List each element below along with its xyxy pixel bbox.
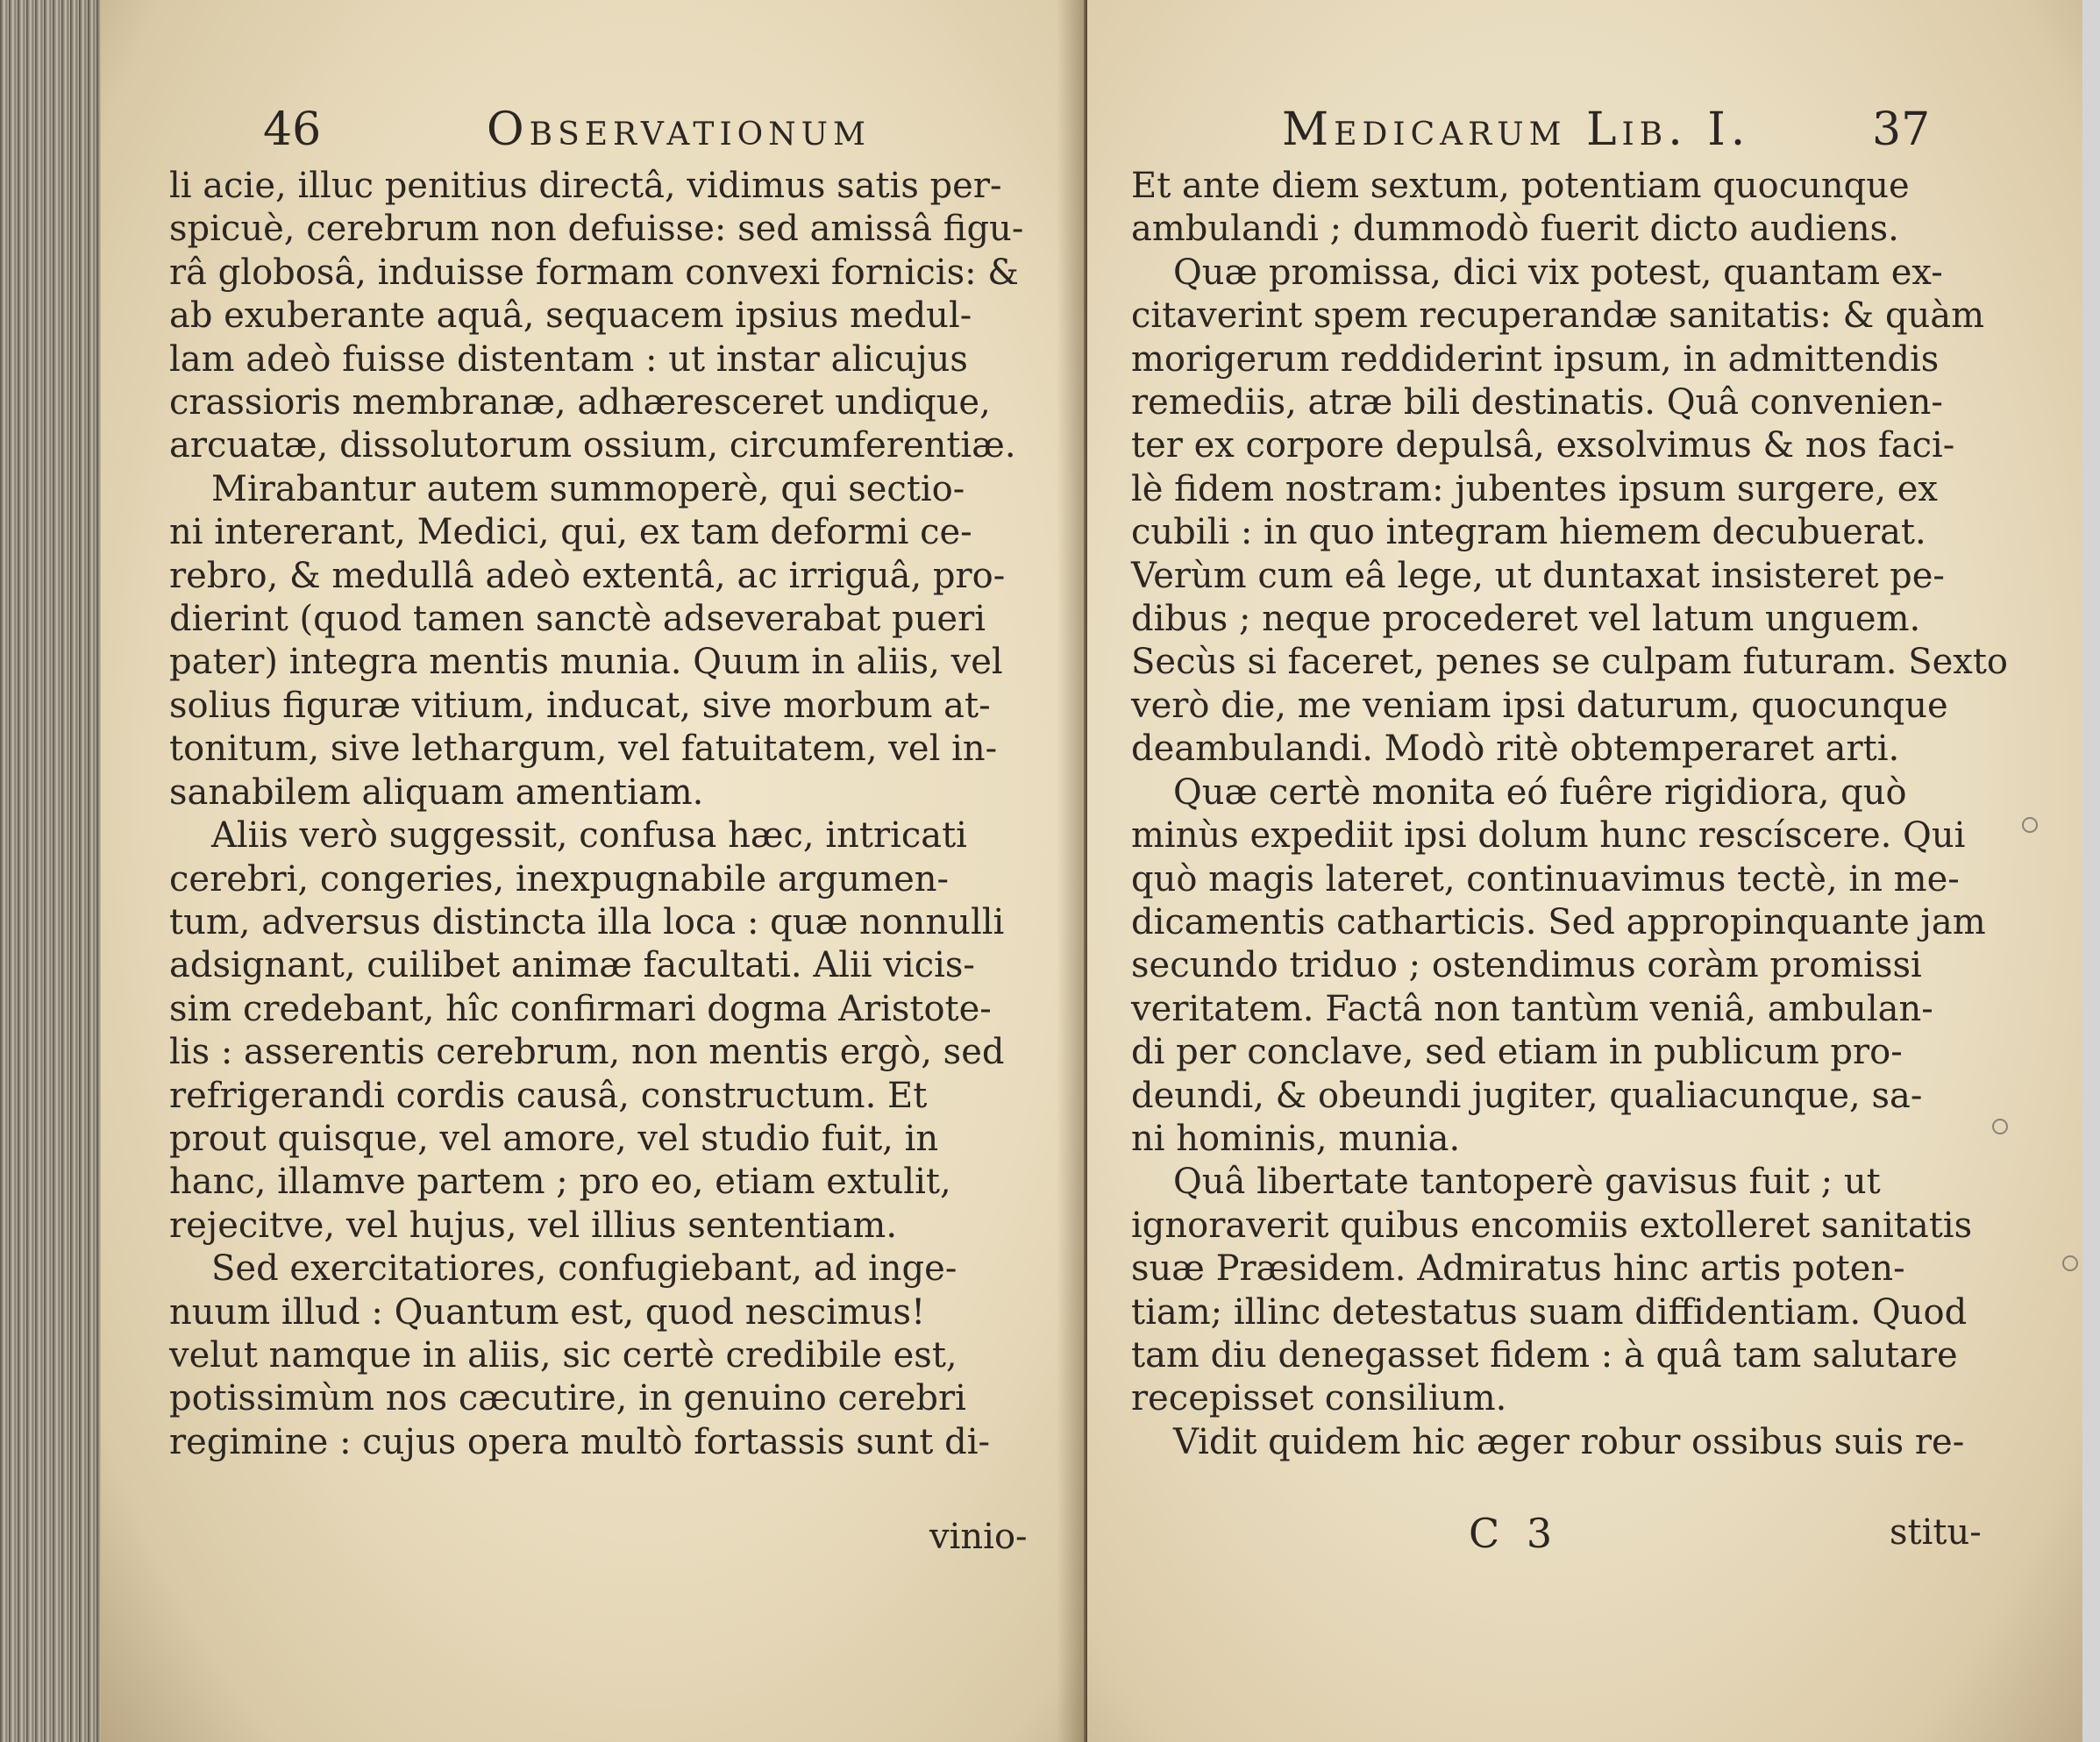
text-line: verò die, me veniam ipsi daturum, quocunque — [1131, 685, 1948, 726]
right-text-block — [1131, 165, 2034, 1464]
text-line: velut namque in aliis, sic certè credibile est, — [169, 1334, 957, 1376]
text-line: ab exuberante aquâ, sequacem ipsius medul- — [169, 295, 972, 337]
left-catchword: vinio- — [929, 1517, 1028, 1557]
text-line: dierint (quod tamen sanctè adseverabat pueri — [169, 599, 986, 640]
text-line: recepisset consilium. — [1131, 1378, 1507, 1419]
text-line: cerebri, congeries, inexpugnabile argumen- — [169, 858, 950, 899]
margin-dot — [2022, 817, 2038, 833]
text-line: ter ex corpore depulsâ, exsolvimus & nos faci- — [1131, 425, 1955, 466]
text-line: remediis, atræ bili destinatis. Quâ convenien- — [1131, 382, 1943, 423]
text-line: Aliis verò suggessit, confusa hæc, intricati — [211, 815, 967, 857]
left-page — [101, 0, 1087, 1742]
text-line: potissimùm nos cæcutire, in genuino cerebri — [169, 1378, 966, 1419]
text-line: arcuatæ, dissolutorum ossium, circumferentiæ. — [169, 425, 1016, 466]
right-running-head: Medicarum Lib. I. — [1282, 103, 1751, 156]
text-line: ambulandi ; dummodò fuerit dicto audiens. — [1131, 209, 1899, 250]
text-line: cubili : in quo integram hiemem decubuerat. — [1131, 512, 1926, 553]
text-line: li acie, illuc penitius directâ, vidimus satis per- — [169, 166, 1002, 206]
text-line: ignoraverit quibus encomiis extolleret sanitatis — [1131, 1205, 1973, 1246]
text-line: sim credebant, hîc confirmari dogma Aristote- — [169, 988, 992, 1029]
text-line: lè fidem nostram: jubentes ipsum surgere, ex — [1131, 468, 1938, 509]
text-line: citaverint spem recuperandæ sanitatis: & quàm — [1131, 295, 1985, 337]
text-line: regimine : cujus opera multò fortassis sunt di- — [169, 1421, 990, 1462]
right-page-number: 37 — [1872, 103, 1931, 156]
text-line: rejecitve, vel hujus, vel illius sententiam. — [169, 1205, 898, 1246]
text-line: tam diu denegasset fidem : à quâ tam salutare — [1131, 1334, 1958, 1376]
text-line: solius figuræ vitium, inducat, sive morbum at- — [169, 685, 991, 726]
text-line: suæ Præsidem. Admiratus hinc artis poten- — [1131, 1248, 1905, 1290]
left-running-head: Observationum — [487, 103, 871, 156]
text-line: Verùm cum eâ lege, ut duntaxat insisteret pe- — [1131, 555, 1945, 596]
text-line: secundo triduo ; ostendimus coràm promissi — [1131, 945, 1922, 986]
text-line: spicuè, cerebrum non defuisse: sed amissâ figu- — [169, 209, 1024, 250]
text-line: Quæ promissa, dici vix potest, quantam ex- — [1173, 252, 1943, 293]
left-text-block — [169, 165, 1064, 1464]
text-line: prout quisque, vel amore, vel studio fuit, in — [169, 1118, 939, 1159]
text-line: sanabilem aliquam amentiam. — [169, 771, 704, 813]
text-line: pater) integra mentis munia. Quum in aliis, vel — [169, 642, 1003, 683]
text-line: di per conclave, sed etiam in publicum pro- — [1131, 1032, 1903, 1073]
text-line: tiam; illinc detestatus suam diffidentiam. Quod — [1131, 1291, 1968, 1333]
text-line: Vidit quidem hic æger robur ossibus suis re- — [1173, 1421, 1965, 1462]
left-page-number: 46 — [263, 103, 322, 156]
text-line: tum, adversus distincta illa loca : quæ nonnulli — [169, 901, 1005, 942]
text-line: lis : asserentis cerebrum, non mentis ergò, sed — [169, 1032, 1005, 1073]
text-line: quò magis lateret, continuavimus tectè, in me- — [1131, 858, 1960, 899]
text-line: Quâ libertate tantoperè gavisus fuit ; ut — [1173, 1162, 1881, 1203]
text-line: crassioris membranæ, adhæresceret undique, — [169, 382, 991, 423]
scan-margin — [2082, 0, 2100, 1742]
text-line: nuum illud : Quantum est, quod nescimus! — [169, 1291, 926, 1333]
text-line: tonitum, sive lethargum, vel fatuitatem, vel in- — [169, 729, 998, 770]
text-line: deambulandi. Modò ritè obtemperaret arti. — [1131, 729, 1900, 770]
text-line: Mirabantur autem summoperè, qui sectio- — [211, 468, 965, 509]
text-line: adsignant, cuilibet animæ facultati. Alii vicis- — [169, 945, 975, 986]
text-line: ni intererant, Medici, qui, ex tam deformi ce- — [169, 512, 972, 553]
text-line: Quæ certè monita eó fuêre rigidiora, quò — [1173, 771, 1907, 813]
text-line: lam adeò fuisse distentam : ut instar alicujus — [169, 338, 968, 380]
margin-dot — [1992, 1119, 2008, 1134]
text-line: deundi, & obeundi jugiter, qualiacunque, sa- — [1131, 1075, 1923, 1116]
right-catchword: stitu- — [1890, 1512, 1982, 1553]
signature-mark: C 3 — [1469, 1510, 1560, 1557]
text-line: Et ante diem sextum, potentiam quocunque — [1131, 166, 1910, 206]
text-line: dibus ; neque procederet vel latum unguem. — [1131, 599, 1921, 640]
text-line: morigerum reddiderint ipsum, in admittendis — [1131, 338, 1940, 380]
text-line: dicamentis catharticis. Sed appropinquante jam — [1131, 901, 1986, 942]
text-line: râ globosâ, induisse formam convexi fornicis: & — [169, 252, 1019, 293]
text-line: Secùs si faceret, penes se culpam futuram. Sexto — [1131, 642, 2008, 683]
text-line: rebro, & medullâ adeò extentâ, ac irriguâ, pro- — [169, 555, 1006, 596]
text-line: minùs expediit ipsi dolum hunc rescíscere. Qui — [1131, 815, 1966, 857]
text-line: Sed exercitatiores, confugiebant, ad inge- — [211, 1248, 957, 1290]
right-page — [1087, 0, 2082, 1742]
text-line: refrigerandi cordis causâ, constructum. Et — [169, 1075, 928, 1116]
text-line: hanc, illamve partem ; pro eo, etiam extulit, — [169, 1162, 951, 1203]
text-line: ni hominis, munia. — [1131, 1118, 1461, 1159]
text-line: veritatem. Factâ non tantùm veniâ, ambulan- — [1131, 988, 1933, 1029]
page-edges — [0, 0, 105, 1742]
margin-dot — [2062, 1255, 2078, 1271]
